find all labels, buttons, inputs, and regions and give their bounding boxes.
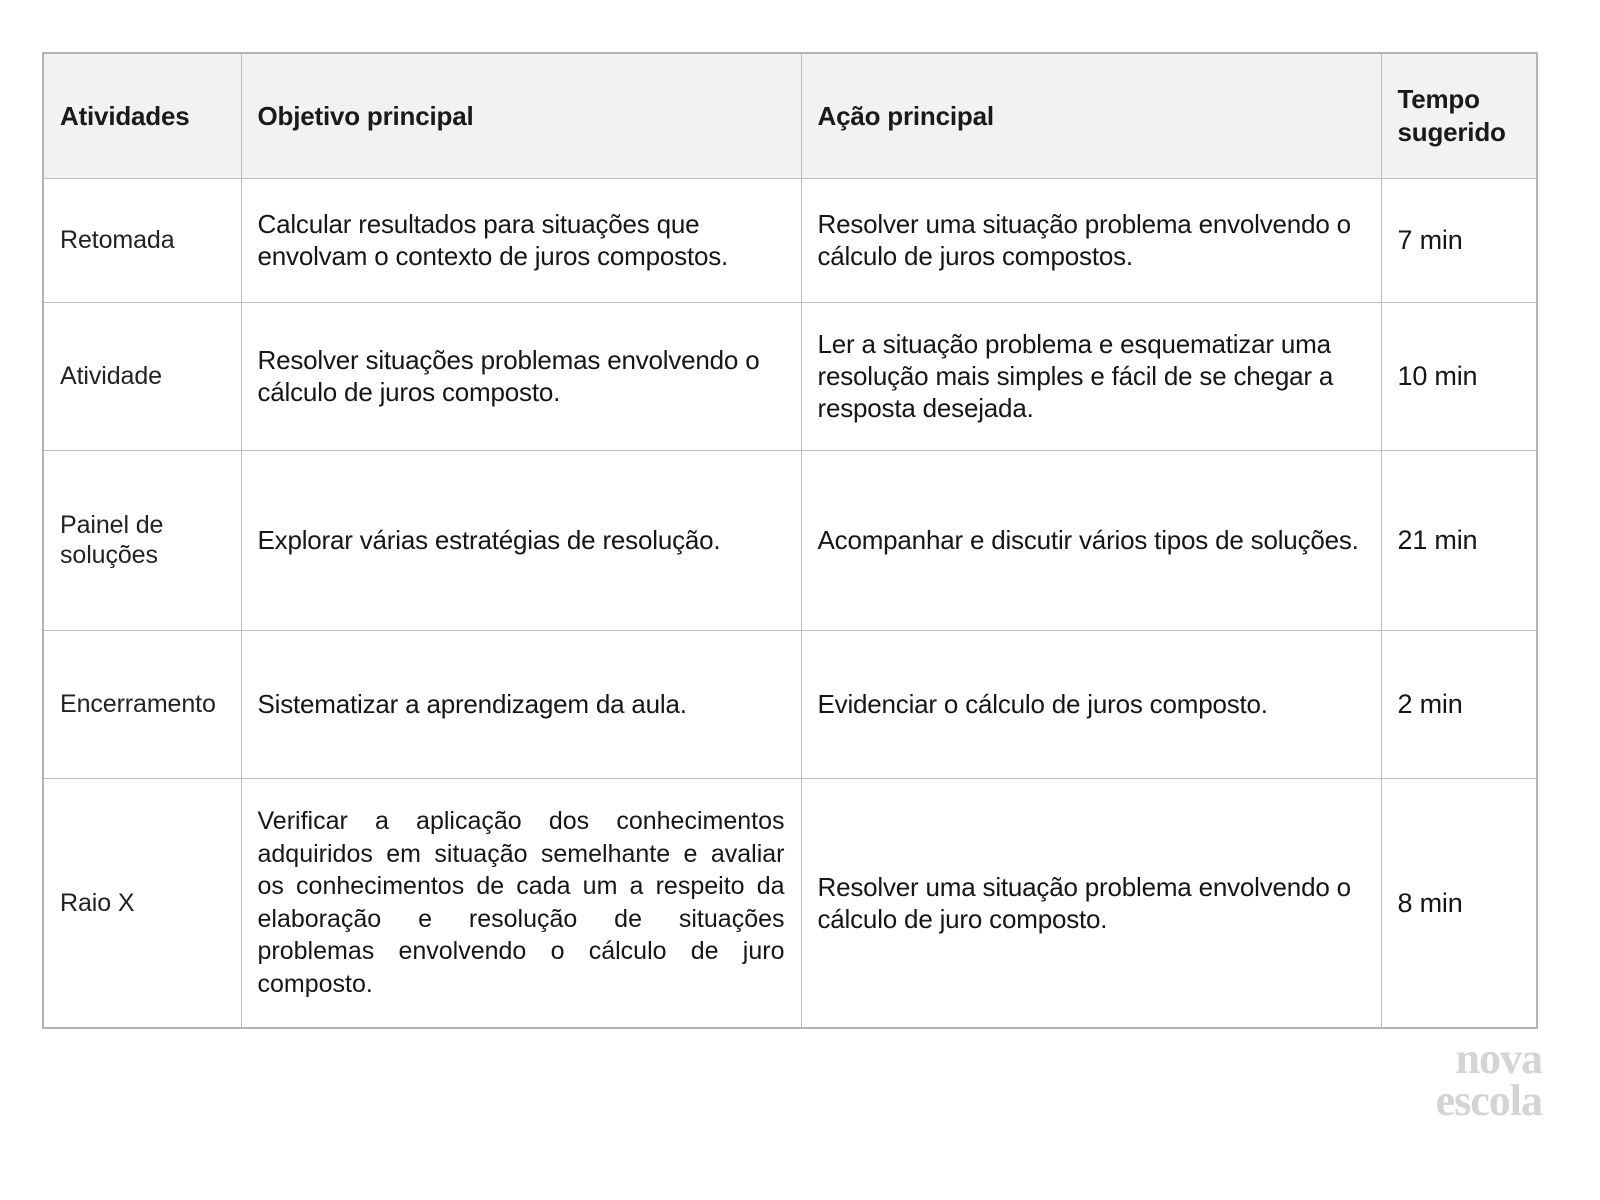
cell-atividade: Painel de soluções: [43, 450, 241, 630]
table-header-row: [43, 53, 1537, 178]
table-body: [43, 178, 1537, 1028]
cell-atividade: Retomada: [43, 178, 241, 302]
cell-objetivo: Verificar a aplicação dos conhecimentos adquiridos em situação semelhante e avaliar os conhecimentos de cada um a respeito da elaboração e resolução de situações problemas envolvendo o cálculo de juro composto.: [241, 778, 801, 1028]
cell-acao: Evidenciar o cálculo de juros composto.: [801, 630, 1381, 778]
brand-line-escola: escola: [1435, 1076, 1542, 1126]
table-row: [43, 178, 1537, 302]
cell-objetivo: Calcular resultados para situações que envolvam o contexto de juros compostos.: [241, 178, 801, 302]
cell-acao: Ler a situação problema e esquematizar uma resolução mais simples e fácil de se chegar a resposta desejada.: [801, 302, 1381, 450]
cell-tempo: 10 min: [1381, 302, 1537, 450]
cell-objetivo: Resolver situações problemas envolvendo o cálculo de juros composto.: [241, 302, 801, 450]
cell-objetivo: Sistematizar a aprendizagem da aula.: [241, 630, 801, 778]
brand-line-nova: nova: [1455, 1034, 1542, 1083]
cell-acao: Resolver uma situação problema envolvendo o cálculo de juro composto.: [801, 778, 1381, 1028]
table-row: [43, 450, 1537, 630]
activities-table: [42, 52, 1538, 1029]
cell-acao: Acompanhar e discutir vários tipos de soluções.: [801, 450, 1381, 630]
table-row: [43, 630, 1537, 778]
cell-tempo: 21 min: [1381, 450, 1537, 630]
cell-atividade: Encerramento: [43, 630, 241, 778]
column-header-acao-principal: Ação principal: [801, 53, 1381, 178]
cell-tempo: 2 min: [1381, 630, 1537, 778]
cell-atividade: Atividade: [43, 302, 241, 450]
activities-table-container: [42, 52, 1536, 1029]
nova-escola-logo: [1312, 1034, 1542, 1126]
cell-objetivo: Explorar várias estratégias de resolução.: [241, 450, 801, 630]
table-header: [43, 53, 1537, 178]
table-row: [43, 778, 1537, 1028]
table-row: [43, 302, 1537, 450]
cell-atividade: Raio X: [43, 778, 241, 1028]
cell-tempo: 8 min: [1381, 778, 1537, 1028]
column-header-objetivo-principal: Objetivo principal: [241, 53, 801, 178]
cell-acao: Resolver uma situação problema envolvendo o cálculo de juros compostos.: [801, 178, 1381, 302]
cell-tempo: 7 min: [1381, 178, 1537, 302]
column-header-tempo-sugerido: Tempo sugerido: [1381, 53, 1537, 178]
column-header-atividades: Atividades: [43, 53, 241, 178]
